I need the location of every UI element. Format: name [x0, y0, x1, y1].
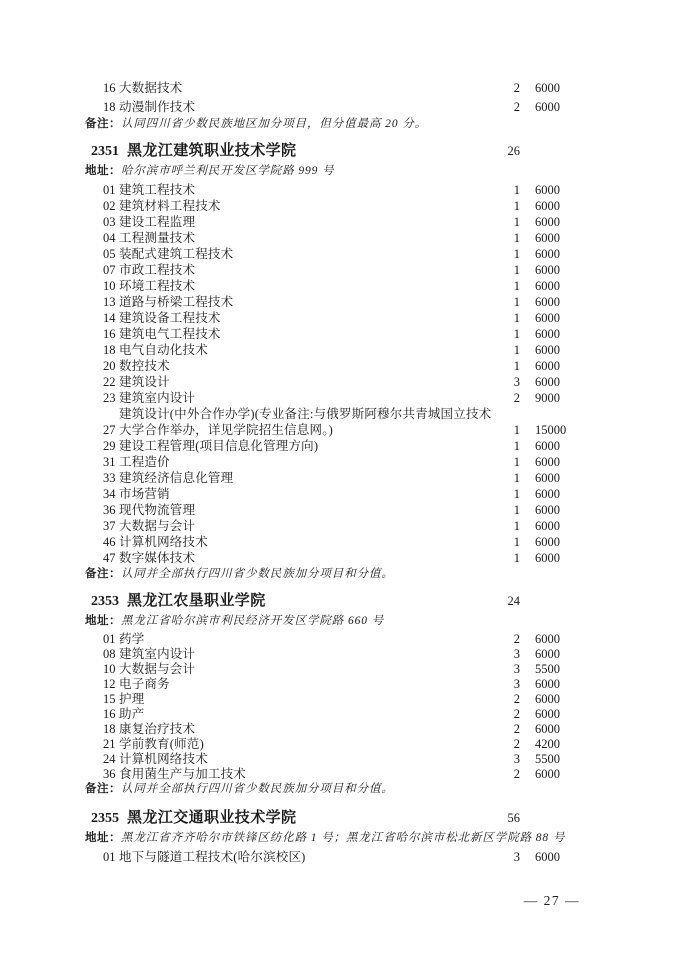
major-row [85, 647, 582, 662]
major-quota: 3 [513, 677, 520, 691]
major-name: 数控技术 [119, 359, 170, 373]
major-tuition-fee: 4200 [535, 737, 560, 751]
major-tuition-fee: 15000 [535, 423, 567, 437]
major-row [85, 310, 582, 326]
major-quota: 2 [513, 391, 520, 405]
major-name: 建设工程监理 [119, 215, 196, 229]
address-label: 地址： [85, 832, 121, 844]
major-quota: 2 [513, 722, 520, 736]
major-number: 01 [103, 632, 116, 646]
major-tuition-fee: 6000 [535, 359, 560, 373]
major-quota: 3 [513, 647, 520, 661]
major-row [85, 662, 582, 677]
major-list [85, 182, 582, 566]
major-name: 建筑设备工程技术 [119, 311, 221, 325]
major-number: 15 [103, 692, 116, 706]
major-tuition-fee: 6000 [535, 439, 560, 453]
major-quota: 1 [513, 263, 520, 277]
major-name: 护理 [119, 692, 145, 706]
major-tuition-fee: 6000 [535, 503, 560, 517]
major-number: 10 [103, 662, 116, 676]
major-quota: 3 [513, 662, 520, 676]
major-quota: 2 [513, 632, 520, 646]
major-row [85, 214, 582, 230]
major-row [85, 534, 582, 550]
major-list [85, 632, 582, 782]
major-row [85, 230, 582, 246]
college-code: 2355 [91, 811, 119, 826]
major-quota: 2 [513, 81, 520, 95]
major-name: 建筑设计 [119, 375, 170, 389]
major-quota: 1 [513, 439, 520, 453]
major-quota: 1 [513, 359, 520, 373]
major-name: 电子商务 [119, 677, 170, 691]
college-header [85, 140, 582, 163]
major-row [85, 182, 582, 198]
major-tuition-fee: 6000 [535, 311, 560, 325]
major-number: 07 [103, 263, 116, 277]
major-tuition-fee: 6000 [535, 850, 560, 864]
major-name: 装配式建筑工程技术 [119, 247, 234, 261]
major-number: 29 [103, 439, 116, 453]
note-label: 备注： [85, 783, 121, 795]
major-row [85, 262, 582, 278]
continuation-major-list [85, 79, 582, 116]
major-tuition-fee: 6000 [535, 551, 560, 565]
note-label: 备注： [85, 568, 121, 580]
major-tuition-fee: 6000 [535, 215, 560, 229]
college-header [85, 807, 582, 830]
major-name: 大数据与会计 [119, 662, 196, 676]
major-row [85, 632, 582, 647]
major-tuition-fee: 9000 [535, 391, 560, 405]
major-row [85, 326, 582, 342]
major-quota: 1 [513, 551, 520, 565]
major-quota: 1 [513, 279, 520, 293]
major-quota: 1 [513, 535, 520, 549]
college-note-row [85, 782, 582, 797]
major-name: 药学 [119, 632, 145, 646]
major-name: 建筑工程技术 [119, 183, 196, 197]
major-row [85, 737, 582, 752]
major-row [85, 470, 582, 486]
major-number: 13 [103, 295, 116, 309]
page-number: — 27 — [523, 893, 580, 908]
major-name: 动漫制作技术 [119, 99, 196, 114]
major-row [85, 677, 582, 692]
major-name: 地下与隧道工程技术(哈尔滨校区) [119, 850, 306, 864]
major-row [85, 246, 582, 262]
major-row [85, 692, 582, 707]
college-section [85, 140, 582, 582]
major-tuition-fee: 6000 [535, 535, 560, 549]
major-number: 37 [103, 519, 116, 533]
major-tuition-fee: 5500 [535, 752, 560, 766]
major-quota: 3 [513, 375, 520, 389]
major-number: 18 [103, 343, 116, 357]
address-label: 地址： [85, 165, 121, 177]
major-tuition-fee: 6000 [535, 327, 560, 341]
college-code: 2351 [91, 144, 119, 159]
major-row [85, 79, 582, 98]
major-number: 10 [103, 279, 116, 293]
college-section [85, 590, 582, 797]
major-number: 08 [103, 647, 116, 661]
major-name: 食用菌生产与加工技术 [119, 767, 247, 781]
note-text: 认同四川省少数民族地区加分项目，但分值最高 20 分。 [121, 118, 428, 130]
major-number: 02 [103, 199, 116, 213]
major-row [85, 550, 582, 566]
college-address-row [85, 613, 582, 630]
major-quota: 1 [513, 471, 520, 485]
major-name: 道路与桥梁工程技术 [119, 295, 234, 309]
major-list [85, 849, 582, 865]
major-number: 16 [103, 327, 116, 341]
major-number: 16 [103, 707, 116, 721]
major-name: 建筑室内设计 [119, 647, 196, 661]
major-row [85, 342, 582, 358]
major-row [85, 374, 582, 390]
major-tuition-fee: 6000 [535, 677, 560, 691]
address-text: 黑龙江省齐齐哈尔市铁锋区纺化路 1 号；黑龙江省哈尔滨市松北新区学院路 88 号 [121, 832, 566, 844]
major-number: 33 [103, 471, 116, 485]
major-number: 22 [103, 375, 116, 389]
address-text: 黑龙江省哈尔滨市利民经济开发区学院路 660 号 [121, 615, 385, 627]
major-row [85, 486, 582, 502]
major-number: 24 [103, 752, 116, 766]
major-row [85, 518, 582, 534]
major-name: 学前教育(师范) [119, 737, 204, 751]
major-tuition-fee: 6000 [535, 767, 560, 781]
college-code: 2353 [91, 594, 119, 609]
college-name: 黑龙江建筑职业技术学院 [127, 142, 297, 159]
major-name: 现代物流管理 [119, 503, 196, 517]
college-total-quota: 26 [507, 144, 520, 158]
major-tuition-fee: 6000 [535, 343, 560, 357]
major-number: 03 [103, 215, 116, 229]
major-quota: 1 [513, 231, 520, 245]
college-name: 黑龙江交通职业技术学院 [127, 809, 297, 826]
major-row [85, 767, 582, 782]
major-number: 01 [103, 850, 116, 864]
major-row [85, 198, 582, 214]
major-name: 康复治疗技术 [119, 722, 196, 736]
major-tuition-fee: 6000 [535, 375, 560, 389]
major-number: 18 [103, 722, 116, 736]
major-name: 计算机网络技术 [119, 752, 208, 766]
major-number: 20 [103, 359, 116, 373]
major-tuition-fee: 6000 [535, 279, 560, 293]
major-number: 47 [103, 551, 116, 565]
major-row [85, 98, 582, 117]
major-name: 建筑室内设计 [119, 391, 196, 405]
major-tuition-fee: 6000 [535, 632, 560, 646]
major-tuition-fee: 6000 [535, 99, 560, 114]
major-quota: 1 [513, 343, 520, 357]
major-tuition-fee: 6000 [535, 487, 560, 501]
major-quota: 3 [513, 850, 520, 864]
major-quota: 1 [513, 311, 520, 325]
college-note-row [85, 566, 582, 582]
major-row [85, 390, 582, 406]
college-total-quota: 56 [507, 811, 520, 825]
major-number: 04 [103, 231, 116, 245]
major-row [85, 454, 582, 470]
major-tuition-fee: 6000 [535, 471, 560, 485]
major-name: 建筑电气工程技术 [119, 327, 221, 341]
major-quota: 1 [513, 327, 520, 341]
major-quota: 1 [513, 295, 520, 309]
college-address-row [85, 830, 582, 847]
continuation-section [85, 79, 582, 132]
major-row [85, 294, 582, 310]
major-name: 数字媒体技术 [119, 551, 196, 565]
major-row [85, 849, 582, 865]
college-list [85, 140, 582, 865]
major-name: 电气自动化技术 [119, 343, 208, 357]
major-name: 市政工程技术 [119, 263, 196, 277]
major-name: 工程测量技术 [119, 231, 196, 245]
note-label: 备注： [85, 118, 121, 130]
major-row [85, 406, 582, 438]
major-name: 建筑材料工程技术 [119, 199, 221, 213]
major-number: 36 [103, 503, 116, 517]
major-name: 计算机网络技术 [119, 535, 208, 549]
major-number: 23 [103, 391, 116, 405]
major-tuition-fee: 6000 [535, 722, 560, 736]
major-name: 市场营销 [119, 487, 170, 501]
major-quota: 1 [513, 183, 520, 197]
major-number: 31 [103, 455, 116, 469]
major-name: 环境工程技术 [119, 279, 196, 293]
major-row [85, 438, 582, 454]
major-number: 05 [103, 247, 116, 261]
major-number: 34 [103, 487, 116, 501]
note-text: 认同并全部执行四川省少数民族加分项目和分值。 [121, 783, 394, 795]
major-number: 27 [103, 423, 116, 437]
major-row [85, 278, 582, 294]
major-quota: 1 [513, 455, 520, 469]
major-name: 建设工程管理(项目信息化管理方向) [119, 439, 319, 453]
note-text: 认同并全部执行四川省少数民族加分项目和分值。 [121, 568, 394, 580]
major-tuition-fee: 6000 [535, 692, 560, 706]
major-number: 14 [103, 311, 116, 325]
major-number: 18 [103, 99, 116, 114]
major-number: 36 [103, 767, 116, 781]
major-quota: 1 [513, 487, 520, 501]
major-quota: 2 [513, 692, 520, 706]
major-tuition-fee: 6000 [535, 455, 560, 469]
major-row [85, 722, 582, 737]
major-number: 21 [103, 737, 116, 751]
major-row [85, 707, 582, 722]
major-tuition-fee: 6000 [535, 263, 560, 277]
major-quota: 2 [513, 99, 520, 114]
major-name: 建筑经济信息化管理 [119, 471, 234, 485]
major-tuition-fee: 6000 [535, 199, 560, 213]
major-quota: 1 [513, 519, 520, 533]
major-quota: 1 [513, 247, 520, 261]
major-name: 工程造价 [119, 455, 170, 469]
major-quota: 3 [513, 752, 520, 766]
major-row [85, 752, 582, 767]
major-name: 大数据与会计 [119, 519, 196, 533]
major-tuition-fee: 6000 [535, 647, 560, 661]
major-quota: 2 [513, 767, 520, 781]
major-quota: 1 [513, 199, 520, 213]
major-tuition-fee: 6000 [535, 183, 560, 197]
college-section [85, 807, 582, 865]
college-address-row [85, 163, 582, 180]
major-tuition-fee: 6000 [535, 231, 560, 245]
major-number: 01 [103, 183, 116, 197]
major-tuition-fee: 5500 [535, 662, 560, 676]
major-number: 46 [103, 535, 116, 549]
major-quota: 1 [513, 215, 520, 229]
major-tuition-fee: 6000 [535, 295, 560, 309]
college-name: 黑龙江农垦职业学院 [127, 592, 266, 609]
major-quota: 2 [513, 707, 520, 721]
major-number: 12 [103, 677, 116, 691]
major-name: 建筑设计(中外合作办学)(专业备注:与俄罗斯阿穆尔共青城国立技术大学合作举办，详见学院招生信息网。) [119, 407, 492, 437]
major-number: 16 [103, 81, 116, 95]
major-tuition-fee: 6000 [535, 81, 560, 95]
college-header [85, 590, 582, 613]
major-tuition-fee: 6000 [535, 247, 560, 261]
major-tuition-fee: 6000 [535, 707, 560, 721]
major-name: 助产 [119, 707, 145, 721]
major-quota: 2 [513, 737, 520, 751]
address-label: 地址： [85, 615, 121, 627]
college-total-quota: 24 [507, 594, 520, 608]
address-text: 哈尔滨市呼兰利民开发区学院路 999 号 [121, 165, 335, 177]
major-quota: 1 [513, 423, 520, 437]
major-name: 大数据技术 [119, 81, 183, 95]
major-row [85, 358, 582, 374]
major-quota: 1 [513, 503, 520, 517]
major-tuition-fee: 6000 [535, 519, 560, 533]
major-row [85, 502, 582, 518]
continuation-note-row [85, 116, 582, 132]
